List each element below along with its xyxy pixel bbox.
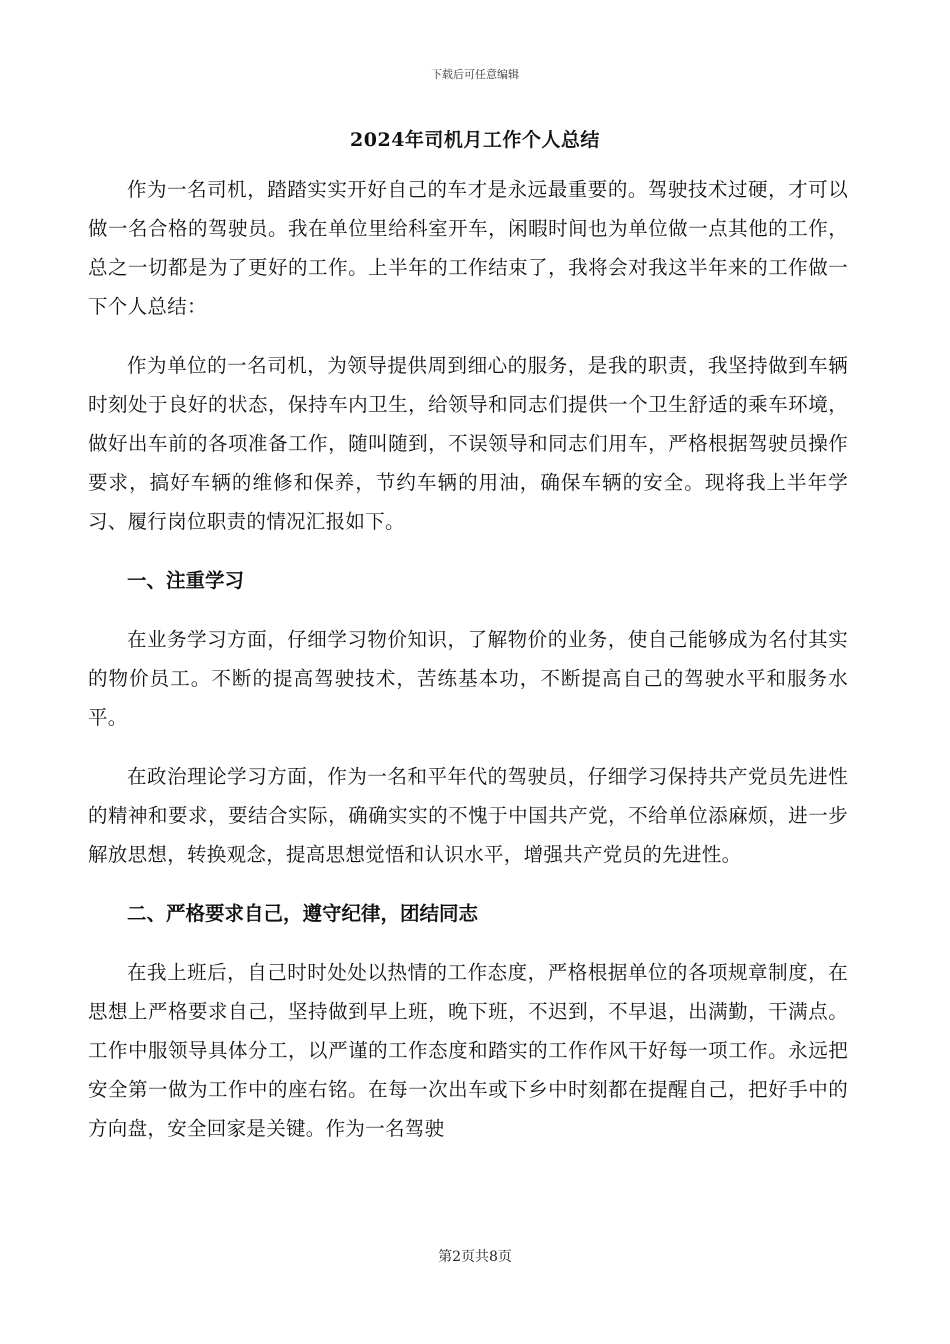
paragraph-intro: 作为一名司机，踏踏实实开好自己的车才是永远最重要的。驾驶技术过硬，才可以做一名合格的驾驶员。我在单位里给科室开车，闲暇时间也为单位做一点其他的工作，总之一切都是为了更好的工作。上半年的工作结束了，我将会对我这半年来的工作做一下个人总结： — [88, 178, 848, 318]
paragraph-discipline: 在我上班后，自己时时处处以热情的工作态度，严格根据单位的各项规章制度，在思想上严格要求自己，坚持做到早上班，晚下班，不迟到，不早退，出满勤，干满点。工作中服领导具体分工，以严谨的工作态度和踏实的工作作风干好每一项工作。永远把安全第一做为工作中的座右铭。在每一次出车或下乡中时刻都在提醒自己，把好手中的方向盘，安全回家是关键。作为一名驾驶 — [88, 961, 848, 1140]
section-heading-1: 一、注重学习 — [127, 569, 245, 592]
page-footer: 第2页共8页 — [438, 1249, 512, 1265]
paragraph-political-study: 在政治理论学习方面，作为一名和平年代的驾驶员，仔细学习保持共产党员先进性的精神和要求，要结合实际，确确实实的不愧于中国共产党，不给单位添麻烦，进一步解放思想，转换观念，提高思想觉悟和认识水平，增强共产党员的先进性。 — [88, 765, 848, 866]
document-title: 2024年司机月工作个人总结 — [350, 129, 600, 151]
section-heading-2: 二、严格要求自己，遵守纪律，团结同志 — [127, 902, 479, 925]
header-note: 下载后可任意编辑 — [431, 68, 519, 81]
document-body — [88, 170, 848, 1148]
paragraph-duties: 作为单位的一名司机，为领导提供周到细心的服务，是我的职责，我坚持做到车辆时刻处于良好的状态，保持车内卫生，给领导和同志们提供一个卫生舒适的乘车环境，做好出车前的各项准备工作，随叫随到，不误领导和同志们用车，严格根据驾驶员操作要求，搞好车辆的维修和保养，节约车辆的用油，确保车辆的安全。现将我上半年学习、履行岗位职责的情况汇报如下。 — [88, 354, 848, 533]
paragraph-business-study: 在业务学习方面，仔细学习物价知识，了解物价的业务，使自己能够成为名付其实的物价员工。不断的提高驾驶技术，苦练基本功，不断提高自己的驾驶水平和服务水平。 — [88, 628, 848, 729]
